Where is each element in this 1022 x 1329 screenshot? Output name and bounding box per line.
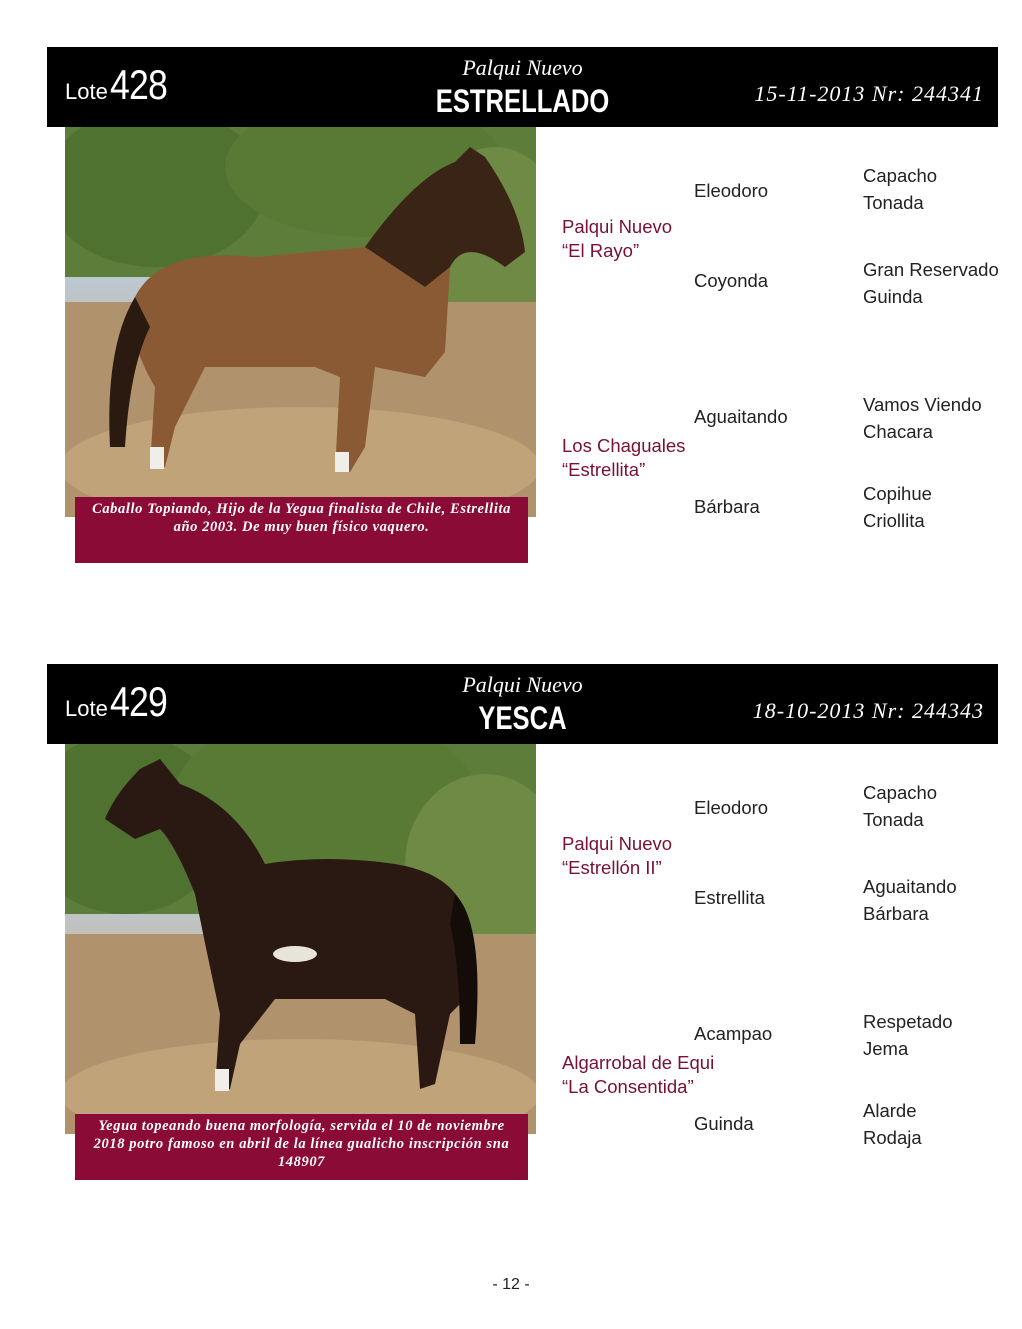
lot-header <box>47 664 998 744</box>
ancestor: Vamos Viendo <box>863 394 982 415</box>
pedigree-dam-dam-parents <box>863 480 932 534</box>
sire-breeder: Palqui Nuevo <box>562 833 673 854</box>
pedigree-dam-sire: Acampao <box>694 1023 773 1044</box>
ancestor: Rodaja <box>863 1127 922 1148</box>
ancestor: Gran Reservado <box>863 259 999 280</box>
horse-photo-illustration <box>65 127 536 517</box>
pedigree-dam-sire-parents <box>863 391 982 445</box>
pedigree-sire-dam-parents <box>863 873 957 927</box>
breeder-name: Palqui Nuevo <box>462 672 583 697</box>
sire-name: “El Rayo” <box>562 240 640 261</box>
lot-429 <box>0 664 1022 1224</box>
breeder-name: Palqui Nuevo <box>462 55 583 80</box>
sire-name: “Estrellón II” <box>562 857 662 878</box>
ancestor: Jema <box>863 1038 909 1059</box>
ancestor: Copihue <box>863 483 932 504</box>
pedigree-dam-sire-parents <box>863 1008 952 1062</box>
lot-caption: Caballo Topiando, Hijo de la Yegua finalista de Chile, Estrellita año 2003. De muy buen físico vaquero. <box>75 497 528 563</box>
pedigree-dam <box>562 1051 714 1099</box>
pedigree-dam-dam: Guinda <box>694 1113 754 1134</box>
pedigree-sire-dam-parents <box>863 256 999 310</box>
ancestor: Tonada <box>863 192 924 213</box>
pedigree-sire-sire: Eleodoro <box>694 797 769 818</box>
lot-caption: Yegua topeando buena morfología, servida el 10 de noviembre 2018 potro famoso en abril de la línea gualicho inscripción sna 148907 <box>75 1114 528 1180</box>
pedigree-sire-dam: Coyonda <box>694 270 769 291</box>
sire-breeder: Palqui Nuevo <box>562 216 673 237</box>
horse-photo <box>65 744 536 1134</box>
pedigree-sire-sire-parents <box>863 162 937 216</box>
pedigree-sire-dam: Estrellita <box>694 887 765 908</box>
birth-date-registration: 15-11-2013 Nr: 244341 <box>754 81 984 106</box>
ancestor: Chacara <box>863 421 933 442</box>
pedigree-sire <box>562 832 672 880</box>
pedigree-dam-dam: Bárbara <box>694 496 760 517</box>
lot-number: 429 <box>110 678 168 725</box>
birth-date-registration: 18-10-2013 Nr: 244343 <box>752 698 984 723</box>
ancestor: Capacho <box>863 165 938 186</box>
page-number: - 12 - <box>492 1276 530 1293</box>
pedigree-sire-sire: Eleodoro <box>694 180 769 201</box>
lote-label: Lote <box>65 79 108 104</box>
ancestor: Tonada <box>863 809 924 830</box>
dam-breeder: Algarrobal de Equi <box>562 1052 715 1073</box>
lot-header <box>47 47 998 127</box>
pedigree-dam <box>562 434 685 482</box>
pedigree-sire <box>562 215 672 263</box>
ancestor: Guinda <box>863 286 923 307</box>
horse-photo <box>65 127 536 517</box>
pedigree-dam-sire: Aguaitando <box>694 406 788 427</box>
horse-photo-illustration <box>65 744 536 1134</box>
ancestor: Respetado <box>863 1011 953 1032</box>
ancestor: Alarde <box>863 1100 917 1121</box>
dam-name: “Estrellita” <box>562 459 646 480</box>
ancestor: Capacho <box>863 782 938 803</box>
lote-label: Lote <box>65 696 108 721</box>
pedigree-sire-sire-parents <box>863 779 937 833</box>
dam-name: “La Consentida” <box>562 1076 694 1097</box>
ancestor: Aguaitando <box>863 876 957 897</box>
ancestor: Criollita <box>863 510 925 531</box>
dam-breeder: Los Chaguales <box>562 435 686 456</box>
ancestor: Bárbara <box>863 903 929 924</box>
pedigree-dam-dam-parents <box>863 1097 922 1151</box>
horse-name: ESTRELLADO <box>435 83 610 119</box>
horse-name: YESCA <box>478 700 567 736</box>
lot-number: 428 <box>110 61 168 108</box>
lot-428 <box>0 47 1022 607</box>
